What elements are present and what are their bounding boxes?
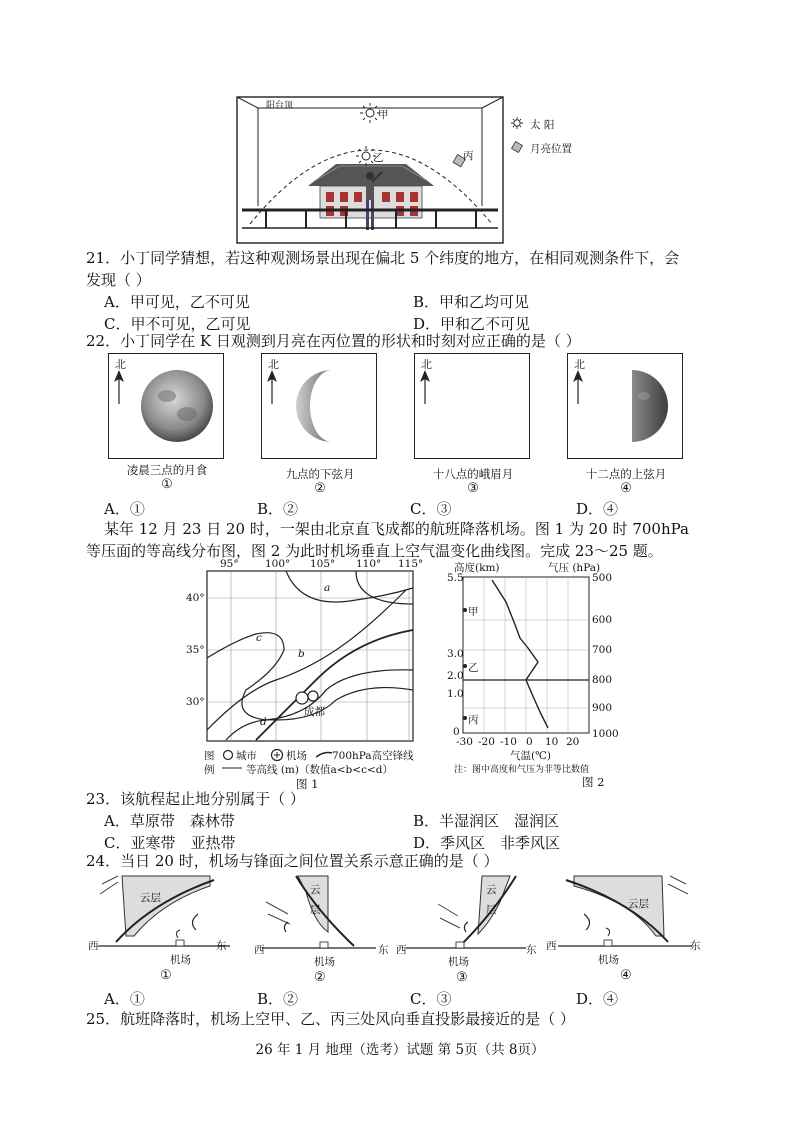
airport-label: 机场 [448, 956, 469, 968]
airport-label: 机场 [170, 954, 191, 966]
lat-tick: 30° [186, 696, 205, 708]
east-label: 东 [690, 940, 701, 952]
page-footer: 26 年 1 月 地理（选考）试题 第 5页（共 8页） [255, 1042, 545, 1058]
temperature-profile-chart [462, 576, 590, 734]
airport-icon [270, 748, 284, 762]
city-label: 成都 [304, 706, 325, 718]
north-arrow-icon [419, 370, 431, 404]
north-label: 北 [574, 358, 585, 371]
fig2-ylabel: 高度(km) [454, 562, 500, 574]
east-label: 东 [526, 944, 537, 956]
cloud-label-v2: 层 [310, 904, 321, 916]
cloud-label-v1: 云 [310, 884, 321, 896]
legend-city-label: 城市 [236, 750, 257, 762]
sun-a-label: 甲 [378, 109, 389, 121]
sun-icon [360, 103, 380, 123]
moon-panel-3 [414, 353, 530, 459]
diagram-num-3: ③ [456, 970, 468, 985]
q23-option-c: C．亚寒带 亚热带 [104, 834, 236, 852]
half-moon-icon [592, 366, 672, 446]
contour-label-a: a [324, 582, 331, 594]
fig2-xtick: 0 [526, 736, 533, 748]
north-label: 北 [421, 358, 432, 371]
west-label: 西 [546, 940, 557, 952]
figure-2-caption: 图 2 [582, 775, 605, 789]
moon-position-icon [510, 140, 524, 154]
q21-option-d: D．甲和乙不可见 [413, 315, 531, 333]
figure-2 [440, 560, 620, 790]
north-label: 北 [268, 358, 279, 371]
lat-tick: 35° [186, 644, 205, 656]
point-a-marker [463, 608, 467, 612]
contour-label-b: b [298, 648, 305, 660]
cloud-label: 云层 [628, 898, 649, 910]
moon-num-4: ④ [620, 481, 632, 496]
legend-front-label: 700hPa高空锋线 [332, 750, 414, 762]
moon-caption-1: 凌晨三点的月食 [126, 463, 208, 477]
q22-option-d: D．④ [576, 500, 619, 518]
point-c-marker [463, 716, 467, 720]
front-drawing [92, 872, 232, 962]
fig2-ytick: 0 [453, 726, 460, 738]
moon-caption-4: 十二点的上弦月 [585, 467, 667, 481]
diagram-num-4: ④ [620, 968, 632, 983]
lon-tick: 110° [356, 558, 382, 570]
fig2-ytick: 2.0 [447, 670, 464, 682]
q24-option-b: B．② [257, 990, 299, 1008]
moon-caption-2: 九点的下弦月 [285, 467, 355, 481]
legend-title: 图 [204, 750, 215, 762]
lon-tick: 100° [265, 558, 291, 570]
moon-num-3: ③ [467, 481, 479, 496]
point-b-marker [463, 664, 467, 668]
intro-line2: 等压面的等高线分布图，图 2 为此时机场垂直上空气温变化曲线图。完成 23～25 题。 [86, 542, 663, 560]
legend-moon-label: 月亮位置 [530, 143, 572, 155]
q24-stem: 24．当日 20 时，机场与锋面之间位置关系示意正确的是（ ） [86, 852, 499, 870]
q24-option-d: D．④ [576, 990, 619, 1008]
diagram-num-2: ② [314, 970, 326, 985]
full-moon-icon [137, 366, 217, 446]
airport-label: 机场 [598, 954, 619, 966]
fig2-ptick: 800 [592, 674, 613, 686]
moon-num-1: ① [161, 477, 173, 492]
west-label: 西 [396, 944, 407, 956]
q22-option-c: C．③ [410, 500, 452, 518]
fig2-ptick: 900 [592, 702, 613, 714]
fig2-ptick: 600 [592, 614, 613, 626]
q22-option-b: B．② [257, 500, 299, 518]
east-label: 东 [378, 944, 389, 956]
figure-1 [186, 558, 426, 790]
airport-label: 机场 [314, 956, 335, 968]
front-line-icon [316, 751, 332, 759]
cloud-label-v1: 云 [486, 884, 497, 896]
fig2-xtick: -30 [456, 736, 473, 748]
diagram-num-1: ① [160, 968, 172, 983]
q22-stem: 22．小丁同学在 K 日观测到月亮在丙位置的形状和时刻对应正确的是（ ） [86, 332, 581, 350]
waning-moon-icon [292, 366, 372, 446]
q21-option-b: B．甲和乙均可见 [413, 293, 530, 311]
contour-line-icon [222, 765, 242, 771]
lon-tick: 95° [220, 558, 239, 570]
front-drawing [552, 872, 702, 962]
scene-drawing [236, 96, 504, 244]
fig2-xtick: -10 [500, 736, 517, 748]
intro-line1: 某年 12 月 23 日 20 时，一架由北京直飞成都的航班降落机场。图 1 为 20 时 700hPa [104, 520, 689, 538]
point-b-label: 乙 [468, 662, 479, 674]
west-label: 西 [254, 944, 265, 956]
front-diagram-2 [254, 872, 398, 990]
lon-tick: 115° [398, 558, 424, 570]
fig2-xtick: 10 [545, 736, 559, 748]
q25-stem: 25．航班降落时，机场上空甲、乙、丙三处风向垂直投影最接近的是（ ） [86, 1010, 575, 1028]
fig2-xtick: -20 [478, 736, 495, 748]
moon-num-2: ② [314, 481, 326, 496]
moon-panel-2 [261, 353, 377, 459]
airport-icon [308, 691, 318, 701]
crescent-moon-icon [437, 366, 517, 446]
q24-option-c: C．③ [410, 990, 452, 1008]
fig2-ptick: 700 [592, 644, 613, 656]
q21-stem-line2: 发现（ ） [86, 271, 151, 289]
point-a-label: 甲 [468, 606, 479, 618]
fig2-xtick: 20 [566, 736, 580, 748]
cloud-label: 云层 [140, 892, 161, 904]
legend-airport-label: 机场 [286, 750, 307, 762]
fig2-note: 注：图中高度和气压为非等比数值 [454, 765, 590, 775]
fig2-ytick: 5.5 [447, 572, 464, 584]
moon-c-label: 丙 [463, 150, 474, 162]
roof-label: 阳台顶 [266, 101, 294, 111]
cloud-label-v2: 层 [486, 904, 497, 916]
north-label: 北 [115, 358, 126, 371]
front-diagram-3 [396, 872, 540, 990]
front-diagram-4 [546, 872, 702, 990]
q21-stem-line1: 21．小丁同学猜想，若这种观测场景出现在偏北 5 个纬度的地方，在相同观测条件下，会 [86, 249, 680, 267]
moon-panel-1 [108, 353, 224, 459]
north-arrow-icon [266, 370, 278, 404]
sun-b-label: 乙 [373, 152, 384, 164]
q23-option-a: A．草原带 森林带 [104, 812, 235, 830]
fig2-ytick: 3.0 [447, 648, 464, 660]
point-c-label: 丙 [468, 714, 479, 726]
q23-option-d: D．季风区 非季风区 [413, 834, 561, 852]
north-arrow-icon [572, 370, 584, 404]
fig2-y2label: 气压 (hPa) [548, 562, 601, 574]
q23-option-b: B．半湿润区 湿润区 [413, 812, 560, 830]
legend-sun-label: 太 阳 [530, 119, 555, 131]
city-icon [222, 749, 234, 761]
contour-label-c: c [256, 632, 262, 644]
figure-1-caption: 图 1 [296, 777, 319, 791]
q21-option-c: C．甲不可见，乙可见 [104, 315, 251, 333]
q22-option-a: A．① [104, 500, 145, 518]
lat-tick: 40° [186, 592, 205, 604]
observation-scene [236, 96, 504, 244]
front-drawing [258, 872, 398, 962]
west-label: 西 [88, 940, 99, 952]
front-drawing [400, 872, 540, 962]
moon-panel-4 [567, 353, 683, 459]
q21-option-a: A．甲可见，乙不可见 [104, 293, 250, 311]
moon-caption-3: 十八点的峨眉月 [432, 467, 514, 481]
legend-contour-label: 等高线 (m)（数值a<b<c<d） [246, 764, 393, 776]
fig2-ptick: 500 [592, 572, 613, 584]
fig2-xlabel: 气温(℃) [510, 750, 551, 762]
east-label: 东 [216, 940, 227, 952]
q24-option-a: A．① [104, 990, 145, 1008]
legend-title-2: 例 [204, 764, 215, 776]
lon-tick: 105° [310, 558, 336, 570]
north-arrow-icon [113, 370, 125, 404]
q23-stem: 23．该航程起止地分别属于（ ） [86, 790, 305, 808]
fig2-ptick: 1000 [592, 728, 619, 740]
fig2-ytick: 1.0 [447, 688, 464, 700]
sun-icon [510, 116, 524, 130]
contour-label-d: d [260, 716, 267, 728]
front-diagram-1 [88, 872, 232, 990]
